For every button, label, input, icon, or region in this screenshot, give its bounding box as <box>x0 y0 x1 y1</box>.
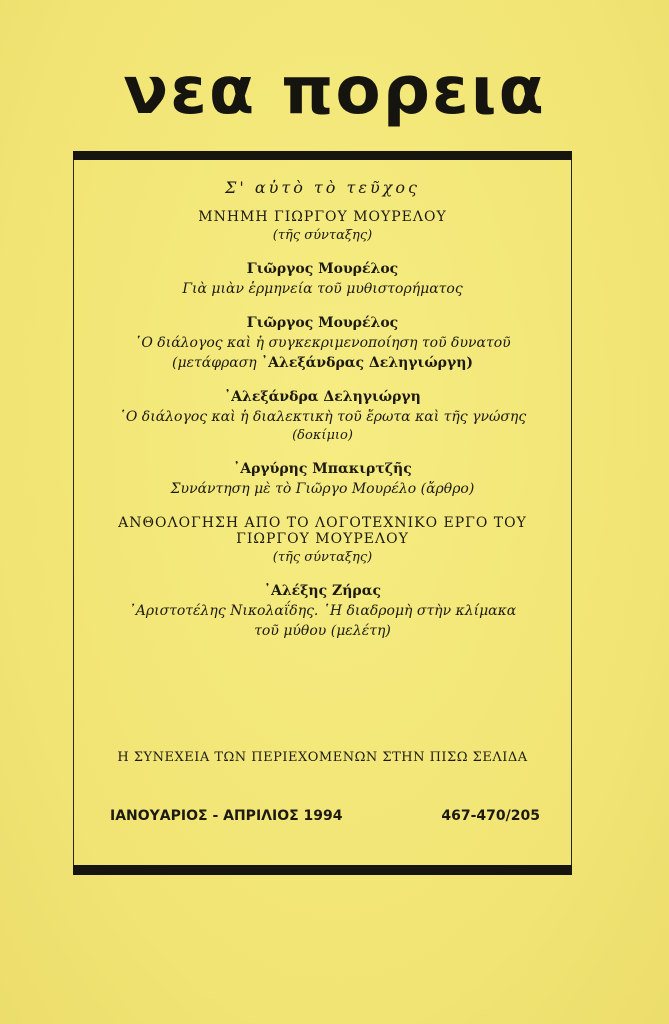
entry-note: (δοκίμιο) <box>292 428 353 443</box>
issue-footer <box>110 808 540 824</box>
contents-entry <box>80 389 565 443</box>
issue-number: 467-470/205 <box>441 808 540 824</box>
entry-title: τοῦ μύθου (μελέτη) <box>254 623 391 639</box>
entry-title: ΜΝΗΜΗ ΓΙΩΡΓΟΥ ΜΟΥΡΕΛΟΥ <box>198 209 447 225</box>
magazine-title: νεα πορεια <box>123 52 546 129</box>
entry-title: ῾Ο διάλογος καὶ ἡ διαλεκτικὴ τοῦ ἔρωτα καὶ τῆς γνώσης <box>118 409 527 425</box>
entry-title: ΑΝΘΟΛΟΓΗΣΗ ΑΠΟ ΤΟ ΛΟΓΟΤΕΧΝΙΚΟ ΕΡΓΟ ΤΟΥ <box>118 515 527 531</box>
issue-date: ΙΑΝΟΥΑΡΙΟΣ - ΑΠΡΙΛΙΟΣ 1994 <box>110 808 343 824</box>
entry-title: ᾿Αριστοτέλης Νικολαΐδης. ῾Η διαδρομὴ στὴν κλίμακα <box>128 603 517 619</box>
contents-entry <box>80 583 565 639</box>
entry-title: ῾Ο διάλογος καὶ ἡ συγκεκριμενοποίηση τοῦ δυνατοῦ <box>134 335 511 351</box>
contents-entry <box>80 261 565 297</box>
translation-suffix: ) <box>466 355 474 371</box>
bottom-rule <box>73 865 572 875</box>
entry-note: (τῆς σύνταξης) <box>272 228 373 243</box>
top-rule <box>73 151 572 160</box>
contents-entry <box>80 209 565 243</box>
entry-author: ᾿Αλεξάνδρα Δεληγιώργη <box>224 389 421 405</box>
entry-translation <box>80 355 565 371</box>
entry-author: Γιῶργος Μουρέλος <box>246 315 399 331</box>
entry-author: Γιῶργος Μουρέλος <box>246 261 399 277</box>
continuation-note: Η ΣΥΝΕΧΕΙΑ ΤΩΝ ΠΕΡΙΕΧΟΜΕΝΩΝ ΣΤΗΝ ΠΙΣΩ ΣΕΛΙΔΑ <box>117 750 528 765</box>
translation-prefix: (μετάφραση <box>171 355 262 371</box>
contents-entry <box>80 315 565 371</box>
contents-entry <box>80 515 565 565</box>
contents-heading: Σ' αὐτὸ τὸ τεῦχος <box>225 178 420 197</box>
entry-note: (τῆς σύνταξης) <box>272 550 373 565</box>
entry-title: Γιὰ μιὰν ἑρμηνεία τοῦ μυθιστορήματος <box>182 281 463 297</box>
contents-entry <box>80 461 565 497</box>
entry-author: ᾿Αλέξης Ζήρας <box>263 583 382 599</box>
table-of-contents <box>80 178 565 657</box>
entry-title: ΓΙΩΡΓΟΥ ΜΟΥΡΕΛΟΥ <box>236 531 409 547</box>
translator-name: ᾿Αλεξάνδρας Δεληγιώργη <box>261 355 467 371</box>
entry-title: Συνάντηση μὲ τὸ Γιῶργο Μουρέλο (ἄρθρο) <box>170 481 475 497</box>
entry-author: ᾿Αργύρης Μπακιρτζῆς <box>233 461 412 477</box>
